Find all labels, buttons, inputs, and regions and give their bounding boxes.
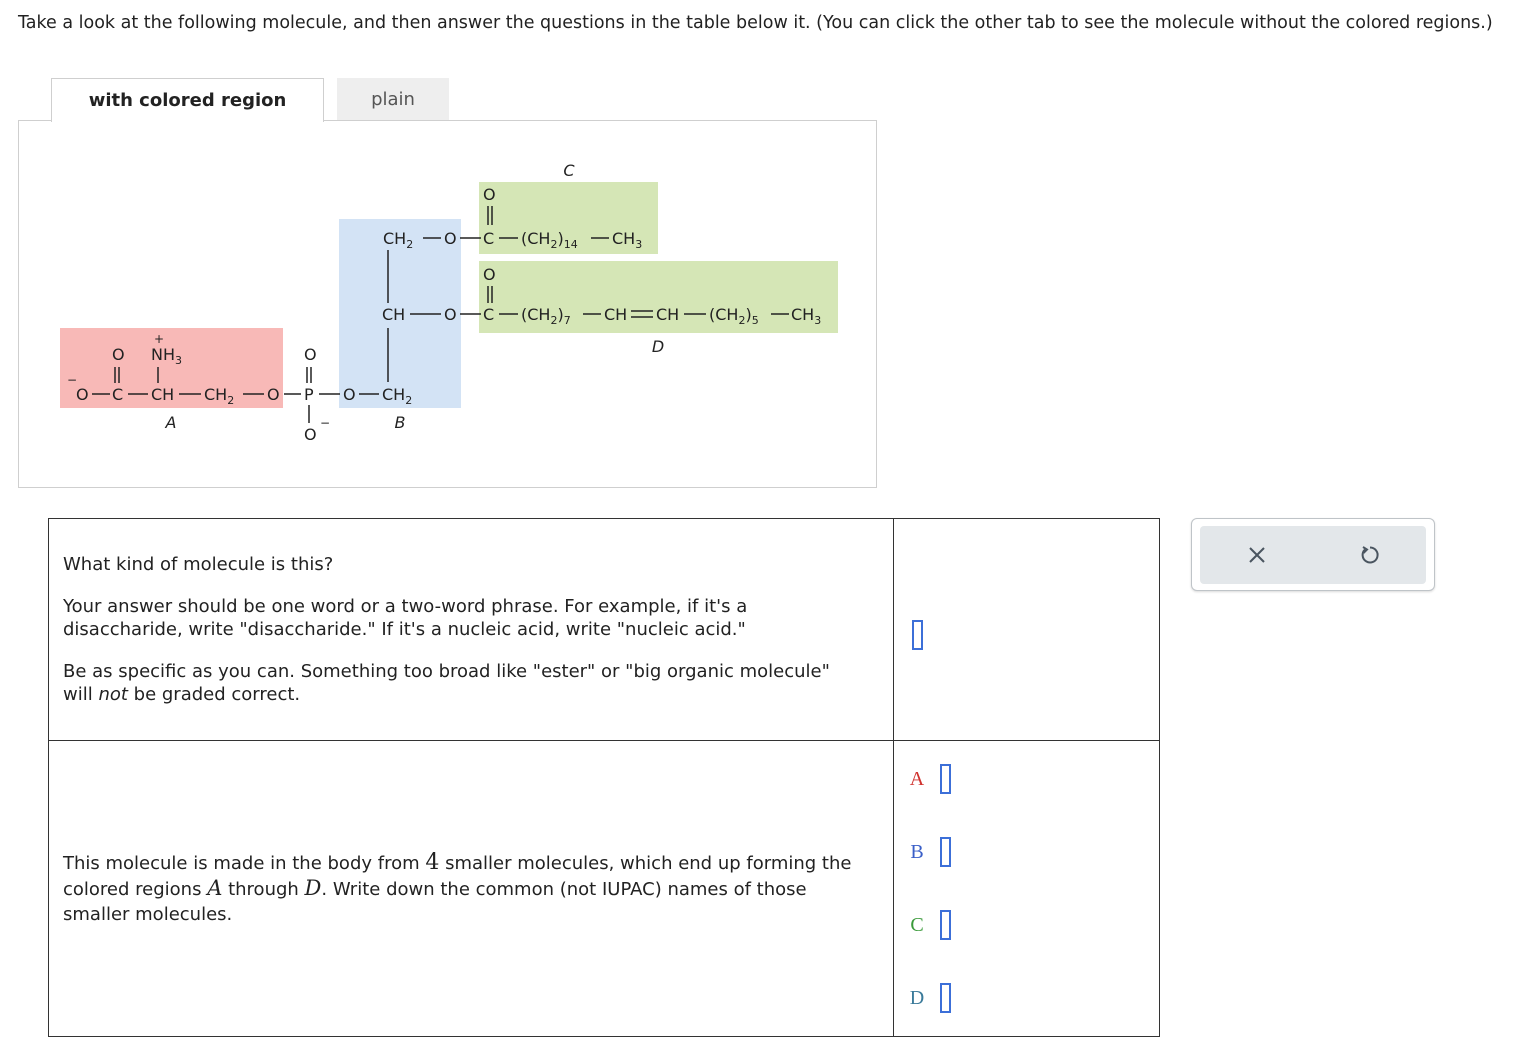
region-label-d: D (651, 337, 665, 356)
svg-text:CH: CH (382, 305, 406, 324)
svg-text:CH3: $CH_3$ (791, 305, 822, 327)
clear-button[interactable] (1237, 535, 1277, 575)
svg-text:O: O (343, 385, 356, 404)
tab-plain[interactable]: plain (337, 78, 449, 121)
svg-text:O: O (483, 265, 496, 284)
answer-molecule-type-input[interactable] (912, 620, 923, 650)
part-letter-a: A (909, 767, 925, 790)
svg-text:O: O (267, 385, 280, 404)
svg-text:CH2: $CH_2$ (383, 229, 414, 251)
svg-text:(CH2)7: $(CH_2)_7$ (521, 305, 571, 327)
svg-text:C: C (483, 229, 495, 248)
svg-text:C: C (483, 305, 495, 324)
svg-text:O: O (76, 385, 89, 404)
svg-text:(CH2)5: $(CH_2)_5$ (709, 305, 759, 327)
answer-tools-panel (1191, 518, 1435, 591)
part-letter-c: C (910, 913, 924, 936)
svg-text:O: O (444, 229, 457, 248)
answer-d-input[interactable] (940, 983, 951, 1013)
svg-text:O: O (112, 345, 125, 364)
q1-instructions: Your answer should be one word or a two-word phrase. For example, if it's a disaccharide, write "disaccharide." If it's a nucleic acid, write "nucleic acid." (63, 596, 748, 640)
svg-text:P: P (304, 385, 314, 404)
undo-button[interactable] (1350, 535, 1390, 575)
svg-text:O: O (304, 425, 317, 444)
question-1-cell (49, 519, 894, 741)
q1-prompt: What kind of molecule is this? (63, 554, 334, 575)
tab-with-colored-region[interactable]: with colored region (51, 78, 324, 122)
svg-text:(CH2)14: $(CH_2)_{14}$ (521, 229, 578, 251)
svg-text:−: − (320, 416, 331, 430)
region-label-c: C (563, 161, 575, 180)
q2-prompt: This molecule is made in the body from 4 smaller molecules, which end up forming the colored regions A through D. Write down the common (not IUPAC) names of those smaller molecules. (63, 850, 852, 925)
svg-text:+: + (154, 332, 165, 346)
question-2-cell (49, 741, 894, 1037)
q1-specificity-note: Be as specific as you can. Something too broad like "ester" or "big organic molecule" will not be graded correct. (63, 661, 830, 705)
svg-text:CH: CH (151, 385, 175, 404)
svg-text:−: − (67, 373, 78, 387)
instructions-text: Take a look at the following molecule, and then answer the questions in the table below it. (You can click the other tab to see the molecule without the colored regions.) (18, 13, 1493, 33)
part-row-c (894, 889, 1159, 962)
answer-b-input[interactable] (940, 837, 951, 867)
answer-c-input[interactable] (940, 910, 951, 940)
part-row-d (894, 962, 1159, 1035)
svg-text:CH: CH (656, 305, 680, 324)
answer-2-cell (894, 741, 1160, 1037)
x-icon (1247, 545, 1267, 565)
part-row-a (894, 743, 1159, 816)
part-letter-b: B (910, 840, 924, 863)
part-letter-d: D (909, 986, 925, 1009)
svg-text:CH2: $CH_2$ (204, 385, 235, 407)
answer-tools-bar (1200, 526, 1426, 584)
question-table (48, 518, 1160, 1037)
region-label-a: A (165, 413, 177, 432)
svg-text:CH: CH (604, 305, 628, 324)
answer-1-cell (894, 519, 1160, 741)
undo-icon (1359, 544, 1381, 566)
svg-text:O: O (444, 305, 457, 324)
region-label-b: B (394, 413, 406, 432)
part-row-b (894, 816, 1159, 889)
svg-text:O: O (483, 185, 496, 204)
svg-text:C: C (112, 385, 124, 404)
svg-text:CH2: $CH_2$ (382, 385, 413, 407)
svg-text:O: O (304, 345, 317, 364)
svg-text:NH3: $NH_3$ (151, 345, 182, 367)
molecule-structure (1, 1, 881, 491)
molecule-panel (18, 120, 877, 488)
answer-a-input[interactable] (940, 764, 951, 794)
svg-text:CH3: $CH_3$ (612, 229, 643, 251)
